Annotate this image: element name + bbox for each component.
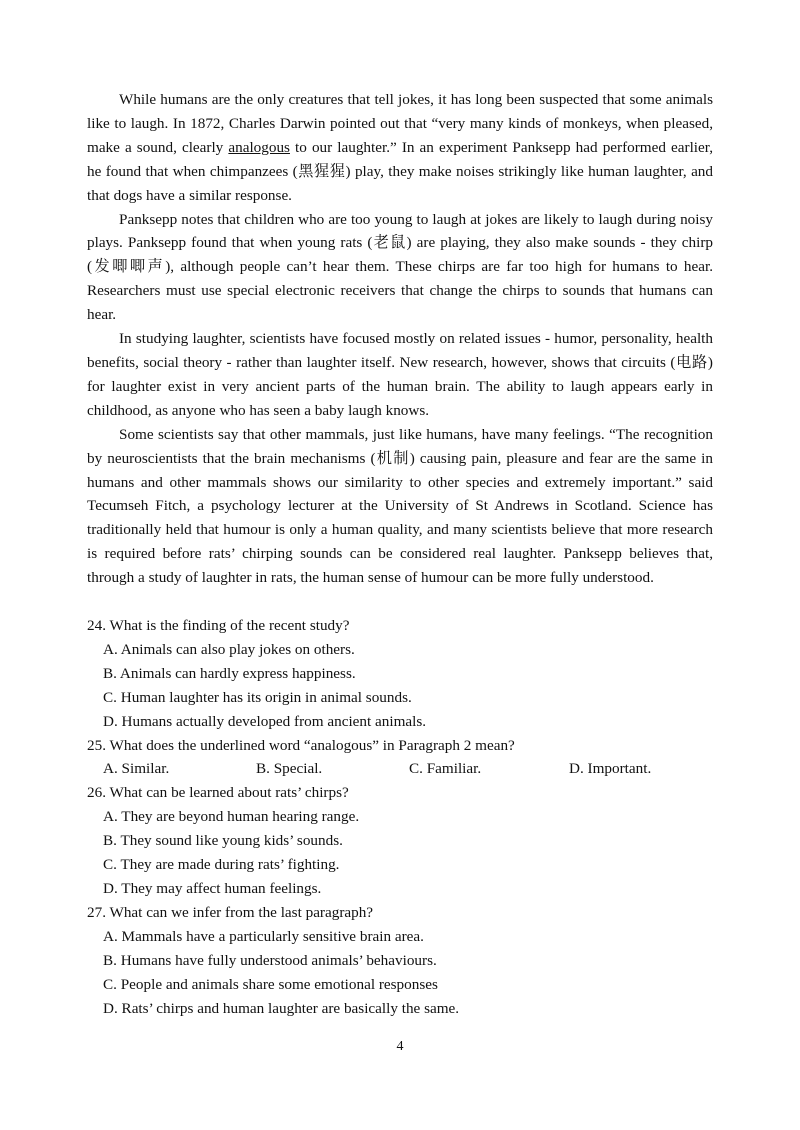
option-c: C. People and animals share some emotional responses bbox=[103, 975, 438, 993]
paragraph-3: In studying laughter, scientists have focused mostly on related issues - humor, personality, health benefits, social theory - rather than laughter itself. New research, however, shows that circuits (电路) for laughter exist in very ancient parts of the human brain. The ability to laugh appears early in childhood, as anyone who has seen a baby laugh knows. bbox=[87, 330, 713, 419]
option-c: C. Human laughter has its origin in animal sounds. bbox=[103, 688, 412, 706]
option-a: A. They are beyond human hearing range. bbox=[103, 808, 360, 826]
option-a: A. Animals can also play jokes on others. bbox=[103, 640, 355, 658]
question-26 bbox=[87, 781, 713, 901]
question-stem: 27. What can we infer from the last paragraph? bbox=[87, 903, 374, 921]
option-c: C. Familiar. bbox=[409, 760, 482, 778]
question-list bbox=[87, 614, 713, 1020]
question-24 bbox=[87, 614, 713, 734]
reading-passage bbox=[87, 88, 713, 590]
paragraph-2: Panksepp notes that children who are too young to laugh at jokes are likely to laugh during noisy plays. Panksepp found that when young rats (老鼠) are playing, they also make sounds - they chirp (发唧唧声), although people can’t hear them. These chirps are far too high for humans to hear. Researchers must use special electronic receivers that change the chirps to sounds that humans can hear. bbox=[87, 210, 713, 324]
option-d: D. They may affect human feelings. bbox=[103, 879, 322, 897]
question-stem: 24. What is the finding of the recent study? bbox=[87, 617, 350, 634]
underlined-word: analogous bbox=[228, 138, 290, 156]
question-25 bbox=[87, 734, 713, 782]
option-d: D. Rats’ chirps and human laughter are basically the same. bbox=[103, 999, 460, 1017]
option-d: D. Important. bbox=[569, 760, 652, 778]
option-b: B. Humans have fully understood animals’ behaviours. bbox=[103, 951, 437, 969]
question-27 bbox=[87, 901, 713, 1021]
question-stem: 25. What does the underlined word “analogous” in Paragraph 2 mean? bbox=[87, 736, 515, 754]
option-c: C. They are made during rats’ fighting. bbox=[103, 856, 340, 874]
paragraph-1-text-b: to our laughter.” In an experiment Panksepp had performed earlier, he found that when chimpanzees (黑猩猩) play, they make noises strikingly like human laughter, and that dogs have a similar response. bbox=[87, 138, 713, 204]
options-row bbox=[87, 757, 713, 781]
option-a: A. Similar. bbox=[103, 760, 170, 778]
option-b: B. Special. bbox=[256, 760, 323, 778]
option-b: B. Animals can hardly express happiness. bbox=[103, 664, 356, 682]
page-number: 4 bbox=[396, 1039, 404, 1054]
option-b: B. They sound like young kids’ sounds. bbox=[103, 832, 343, 850]
question-stem: 26. What can be learned about rats’ chirps? bbox=[87, 784, 349, 802]
paragraph-1-text-a: While humans are the only creatures that tell jokes, it has long been suspected that some animals like to laugh. In 1872, Charles Darwin pointed out that “very many kinds of monkeys, when pleased, make a sound, clearly bbox=[87, 91, 713, 156]
paragraph-4: Some scientists say that other mammals, just like humans, have many feelings. “The recognition by neuroscientists that the brain mechanisms (机制) causing pain, pleasure and fear are the same in humans and other mammals shows our similarity to other species and extremely important.” said Tecumseh Fitch, a psychology lecturer at the University of St Andrews in Scotland. Science has traditionally held that humour is only a human quality, and many scientists believe that more research is required before rats’ chirping sounds can be considered real laughter. Panksepp believes that, through a study of laughter in rats, the human sense of humour can be more fully understood. bbox=[87, 425, 713, 587]
option-d: D. Humans actually developed from ancient animals. bbox=[103, 712, 427, 730]
option-a: A. Mammals have a particularly sensitive brain area. bbox=[103, 927, 424, 945]
paragraph-1 bbox=[87, 88, 713, 208]
